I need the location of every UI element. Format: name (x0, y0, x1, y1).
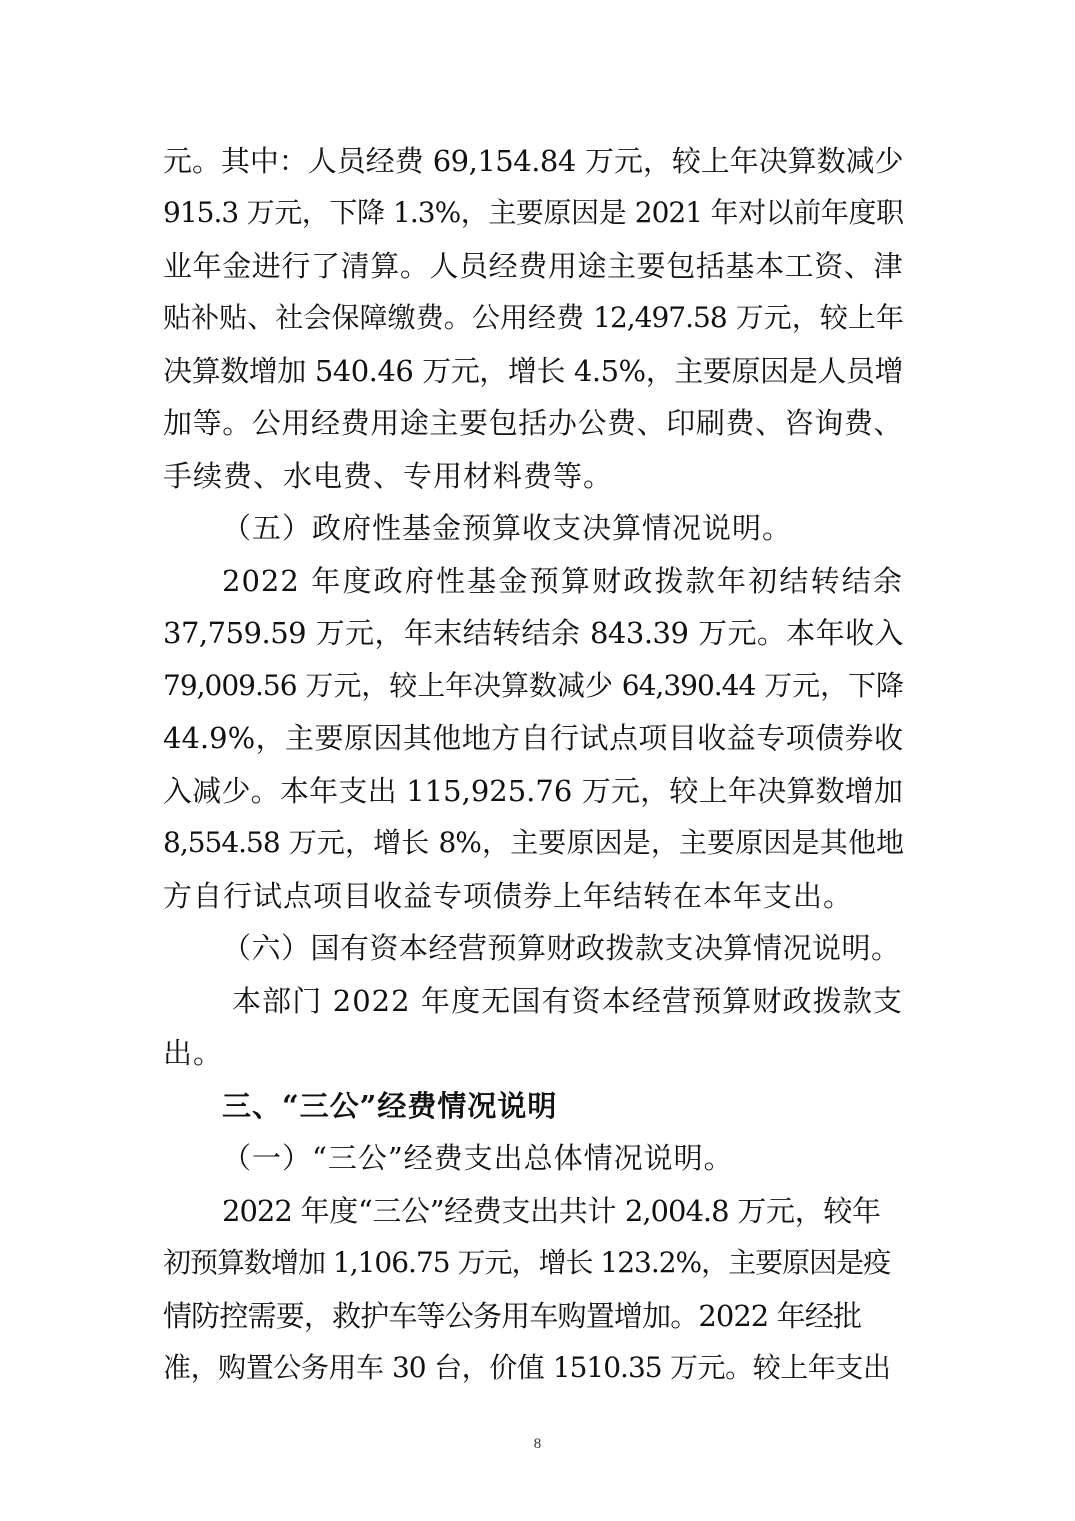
paragraph-line: 本部门 2022 年度无国有资本经营预算财政拨款支 (232, 984, 903, 1018)
paragraph-line: 37,759.59 万元，年末结转结余 843.39 万元。本年收入 (163, 616, 903, 650)
paragraph-line: 出。 (163, 1036, 224, 1070)
paragraph-line: 79,009.56 万元，较上年决算数减少 64,390.44 万元，下降 (163, 669, 903, 702)
chapter-heading: 三、“三公”经费情况说明 (222, 1089, 558, 1123)
paragraph-line: 915.3 万元，下降 1.3%，主要原因是 2021 年对以前年度职 (163, 196, 903, 229)
paragraph-line: 决算数增加 540.46 万元，增长 4.5%，主要原因是人员增 (163, 354, 903, 388)
paragraph-line: 贴补贴、社会保障缴费。公用经费 12,497.58 万元，较上年 (163, 301, 903, 334)
paragraph-line: 准，购置公务用车 30 台，价值 1510.35 万元。较上年支出 (163, 1351, 890, 1384)
paragraph-line: 8,554.58 万元，增长 8%，主要原因是，主要原因是其他地 (163, 826, 903, 859)
paragraph-line: 入减少。本年支出 115,925.76 万元，较上年决算数增加 (163, 774, 903, 808)
paragraph-line: 加等。公用经费用途主要包括办公费、印刷费、咨询费、 (163, 406, 903, 440)
paragraph-line: 手续费、水电费、专用材料费等。 (163, 459, 614, 493)
paragraph-line: 44.9%，主要原因其他地方自行试点项目收益专项债券收 (163, 721, 903, 755)
section-heading: （六）国有资本经营预算财政拨款支决算情况说明。 (222, 931, 901, 965)
section-heading: （五）政府性基金预算收支决算情况说明。 (222, 511, 793, 545)
paragraph-line: 业年金进行了清算。人员经费用途主要包括基本工资、津 (163, 249, 903, 283)
paragraph-line: 2022 年度政府性基金预算财政拨款年初结转结余 (222, 564, 903, 598)
paragraph-line: 2022 年度“三公”经费支出共计 2,004.8 万元，较年 (222, 1194, 880, 1228)
paragraph-line: 元。其中：人员经费 69,154.84 万元，较上年决算数减少 (163, 144, 903, 178)
paragraph-line: 方自行试点项目收益专项债券上年结转在本年支出。 (163, 879, 854, 913)
paragraph-line: 初预算数增加 1,106.75 万元，增长 123.2%，主要原因是疫 (163, 1246, 891, 1279)
page-number: 8 (533, 1436, 542, 1452)
section-heading: （一）“三公”经费支出总体情况说明。 (222, 1141, 734, 1175)
paragraph-line: 情防控需要，救护车等公务用车购置增加。2022 年经批 (163, 1299, 861, 1333)
